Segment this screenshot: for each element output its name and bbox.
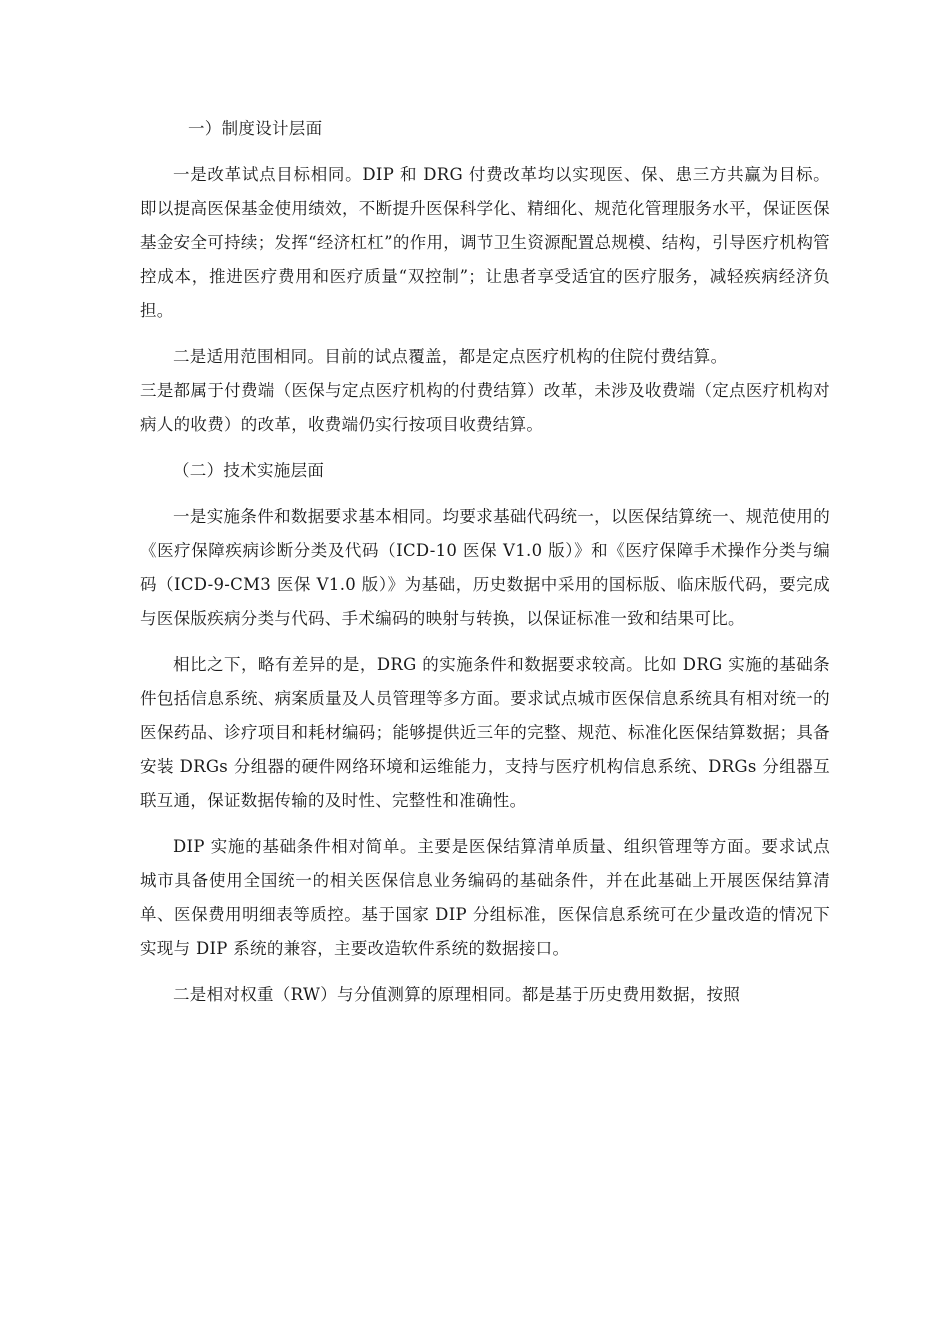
section-heading-system-design: 一）制度设计层面 <box>188 119 323 138</box>
paragraph-scope-same: 二是适用范围相同。目前的试点覆盖，都是定点医疗机构的住院付费结算。 <box>173 347 728 366</box>
document-body <box>140 112 830 1024</box>
paragraph-rw-principle: 二是相对权重（RW）与分值测算的原理相同。都是基于历史费用数据，按照 <box>173 985 741 1004</box>
paragraph-drg-requirements: 相比之下，略有差异的是，DRG 的实施条件和数据要求较高。比如 DRG 实施的基础条件包括信息系统、病案质量及人员管理等多方面。要求试点城市医保信息系统具有相对统一的医保药品、诊疗项目和耗材编码；能够提供近三年的完整、规范、标准化医保结算数据；具备安装 DRGs 分组器的硬件网络环境和运维能力，支持与医疗机构信息系统、DRGs 分组器互联互通，保证数据传输的及时性、完整性和准确性。 <box>140 655 830 810</box>
paragraph-goal-same: 一是改革试点目标相同。DIP 和 DRG 付费改革均以实现医、保、患三方共赢为目标。即以提高医保基金使用绩效，不断提升医保科学化、精细化、规范化管理服务水平，保证医保基金安全可持续；发挥“经济杠杠”的作用，调节卫生资源配置总规模、结构，引导医疗机构管控成本，推进医疗费用和医疗质量“双控制”；让患者享受适宜的医疗服务，减轻疾病经济负担。 <box>140 165 830 320</box>
paragraph-conditions-same: 一是实施条件和数据要求基本相同。均要求基础代码统一，以医保结算统一、规范使用的《医疗保障疾病诊断分类及代码（ICD-10 医保 V1.0 版）》和《医疗保障手术操作分类与编码（ICD-9-CM3 医保 V1.0 版）》为基础，历史数据中采用的国标版、临床版代码，要完成与医保版疾病分类与代码、手术编码的映射与转换，以保证标准一致和结果可比。 <box>140 507 830 628</box>
paragraph-payment-side: 三是都属于付费端（医保与定点医疗机构的付费结算）改革，未涉及收费端（定点医疗机构对病人的收费）的改革，收费端仍实行按项目收费结算。 <box>140 381 830 434</box>
paragraph-dip-requirements: DIP 实施的基础条件相对简单。主要是医保结算清单质量、组织管理等方面。要求试点城市具备使用全国统一的相关医保信息业务编码的基础条件，并在此基础上开展医保结算清单、医保费用明细表等质控。基于国家 DIP 分组标准，医保信息系统可在少量改造的情况下实现与 DIP 系统的兼容，主要改造软件系统的数据接口。 <box>140 837 830 958</box>
section-heading-technical: （二）技术实施层面 <box>173 461 325 480</box>
